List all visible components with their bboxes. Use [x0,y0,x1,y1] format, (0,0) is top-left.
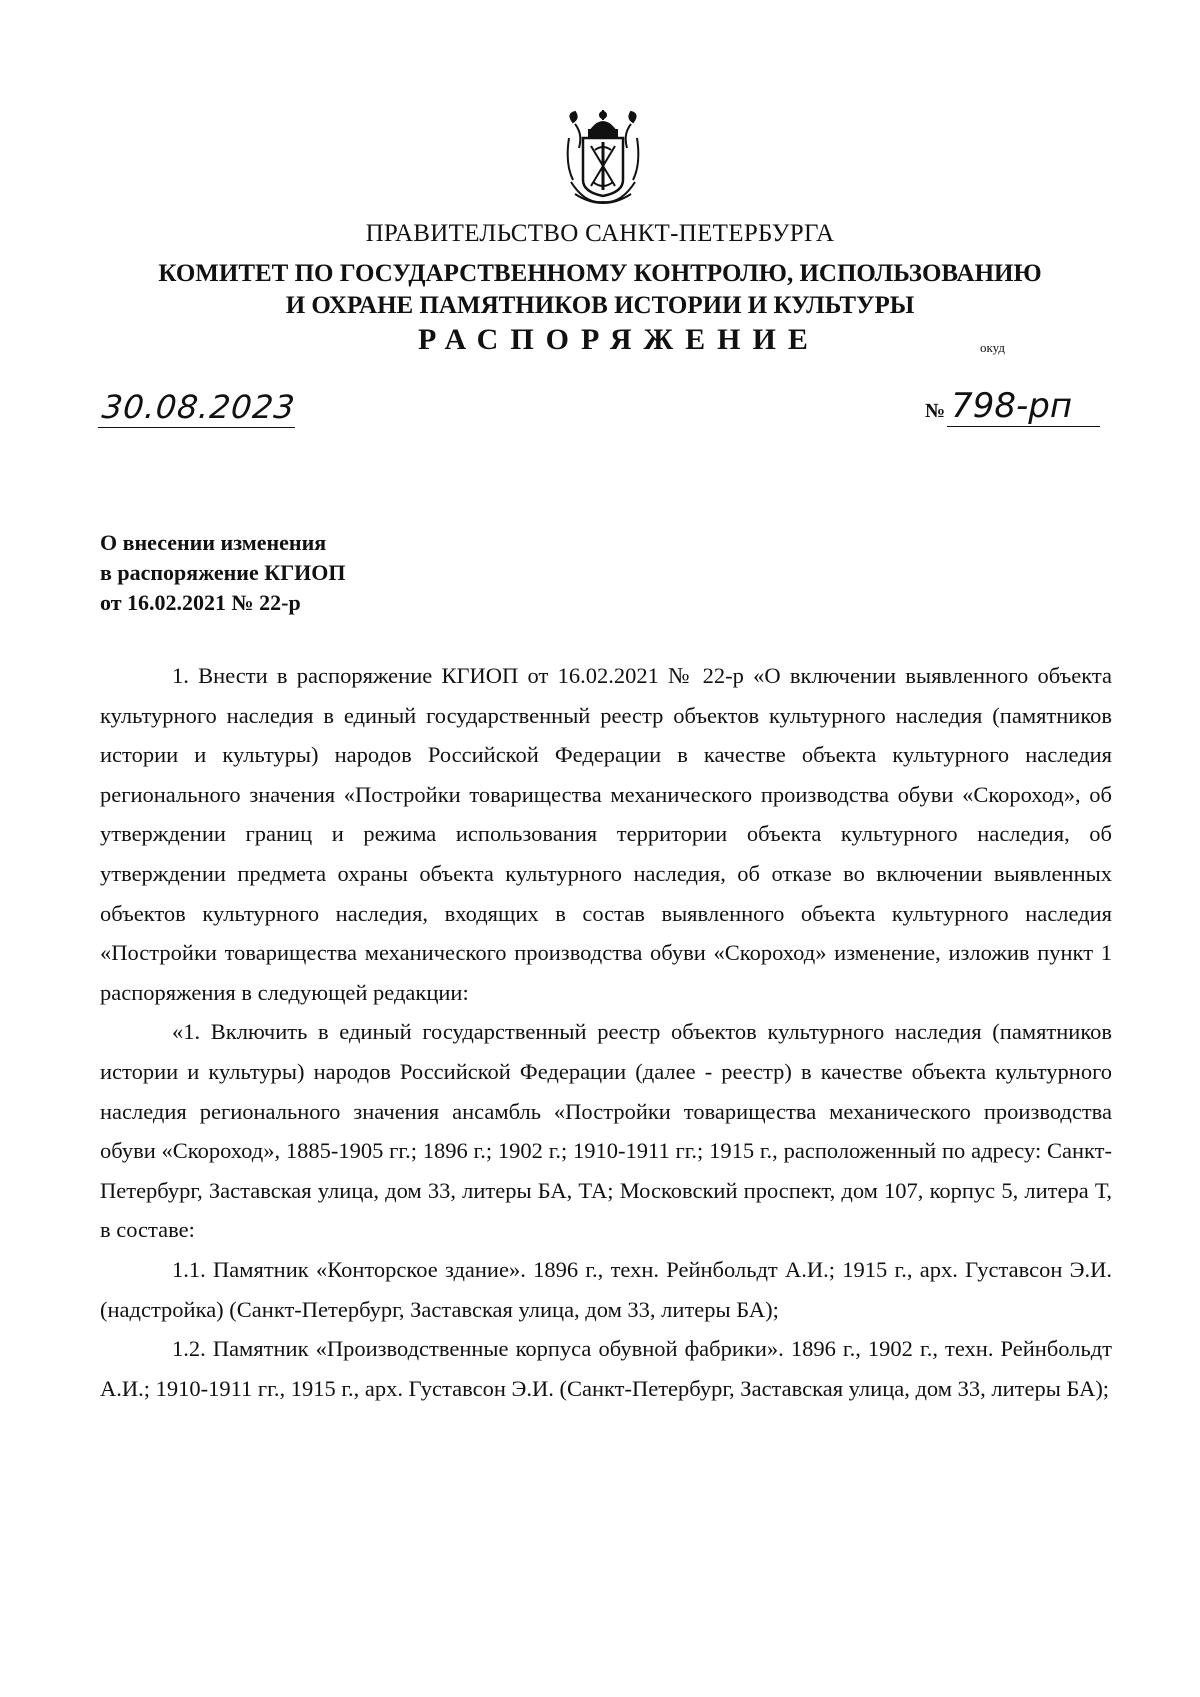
subject-line-1: О внесении изменения [100,530,327,555]
subject-line-3: от 16.02.2021 № 22-р [100,590,301,615]
document-subject [100,528,346,618]
document-number [925,386,1100,427]
okud-label: окуд [980,340,1005,355]
body-paragraph-4: 1.2. Памятник «Производственные корпуса обувной фабрики». 1896 г., 1902 г., техн. Рейнбольдт А.И.; 1910-1911 гг., 1915 г., арх. Густавсон Э.И. (Санкт-Петербург, Заставская улица, дом 33, литеры БА); [100,1336,1112,1401]
government-name: ПРАВИТЕЛЬСТВО САНКТ-ПЕТЕРБУРГА [365,220,835,247]
body-paragraph-1: 1. Внести в распоряжение КГИОП от 16.02.2021 № 22-р «О включении выявленного объекта культурного наследия в единый государственный реестр объектов культурного наследия (памятников истории и культуры) народов Российской Федерации в качестве объекта культурного наследия регионального значения «Постройки товарищества механического производства обуви «Скороход», об утверждении границ и режима использования территории объекта культурного наследия, об утверждении предмета охраны объекта культурного наследия, об отказе во включении выявленных объектов культурного наследия, входящих в состав выявленного объекта культурного наследия «Постройки товарищества механического производства обуви «Скороход» изменение, изложив пункт 1 распоряжения в следующей редакции: [100,663,1112,1005]
document-type: РАСПОРЯЖЕНИЕ [418,323,820,356]
coat-of-arms-icon [565,108,641,208]
committee-name-line-2: И ОХРАНЕ ПАМЯТНИКОВ ИСТОРИИ И КУЛЬТУРЫ [285,292,915,319]
document-date: 30.08.2023 [98,388,299,428]
body-paragraph-2: «1. Включить в единый государственный реестр объектов культурного наследия (памятников истории и культуры) народов Российской Федерации (далее - реестр) в качестве объекта культурного наследия регионального значения ансамбль «Постройки товарищества механического производства обуви «Скороход», 1885-1905 гг.; 1896 г.; 1902 г.; 1910-1911 гг.; 1915 г., расположенный по адресу: Санкт-Петербург, Заставская улица, дом 33, литеры БА, ТА; Московский проспект, дом 107, корпус 5, литера Т, в составе: [100,1019,1112,1243]
committee-name-line-1: КОМИТЕТ ПО ГОСУДАРСТВЕННОМУ КОНТРОЛЮ, ИСПОЛЬЗОВАНИЮ [158,260,1042,287]
number-value: 798-рп [947,386,1100,427]
body-paragraph-3: 1.1. Памятник «Конторское здание». 1896 г., техн. Рейнбольдт А.И.; 1915 г., арх. Густавсон Э.И. (надстройка) (Санкт-Петербург, Заставская улица, дом 33, литеры БА); [100,1256,1112,1322]
document-body [100,656,1112,1408]
number-sign: № [925,400,946,422]
subject-line-2: в распоряжение КГИОП [100,560,346,585]
committee-name [0,258,1200,322]
